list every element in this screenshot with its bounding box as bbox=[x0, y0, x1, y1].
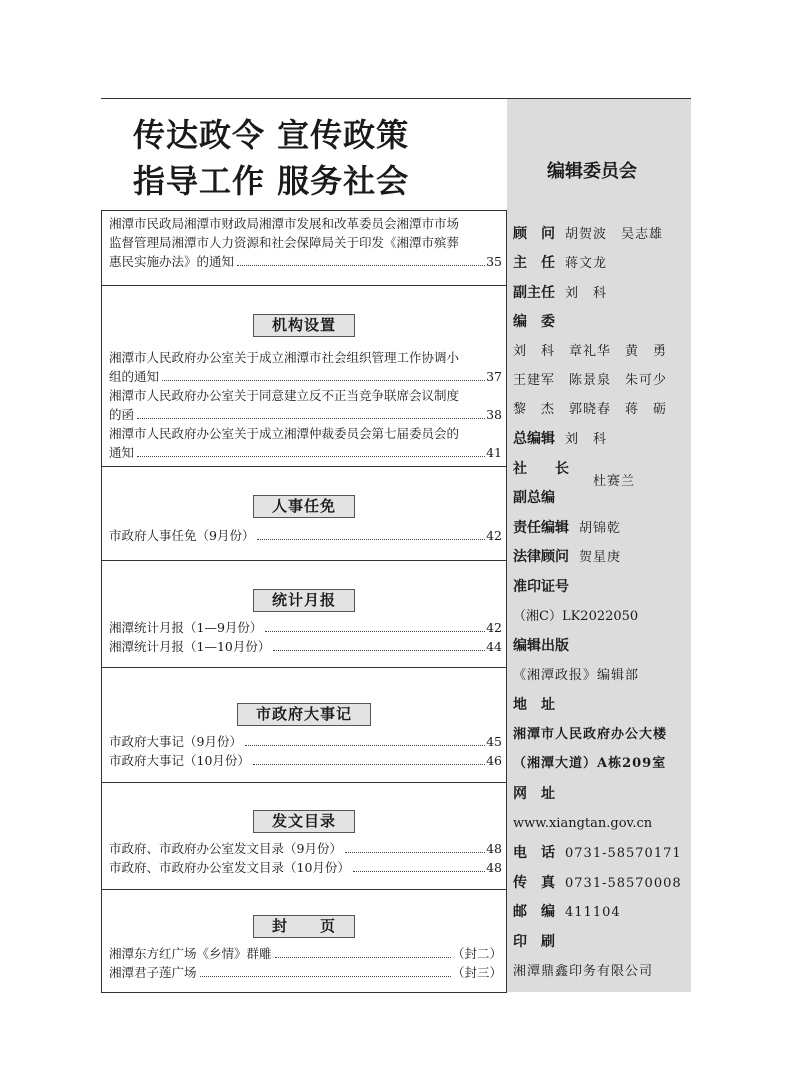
section-title: 人事任免 bbox=[253, 495, 355, 518]
toc-entry-text: 市政府大事记（10月份） bbox=[109, 753, 250, 768]
toc-entry-text: 湘潭统计月报（1—9月份） bbox=[109, 620, 263, 635]
masthead-row-legal-advisor bbox=[513, 548, 621, 567]
masthead-label: 传 真 bbox=[513, 875, 555, 891]
toc-entry-text: 市政府、市政府办公室发文目录（9月份） bbox=[109, 841, 342, 856]
leader-dots bbox=[245, 745, 485, 746]
masthead-label: 印 刷 bbox=[513, 934, 555, 950]
masthead-label: 责任编辑 bbox=[513, 520, 569, 536]
masthead-value: 0731-58570171 bbox=[565, 846, 682, 861]
toc-entry-line: 湘潭市人民政府办公室关于成立湘潭市社会组织管理工作协调小 bbox=[109, 350, 460, 365]
toc-entry[interactable] bbox=[102, 637, 506, 656]
page-number: （封二） bbox=[451, 946, 502, 961]
masthead-label: 主 任 bbox=[513, 255, 555, 271]
toc-entry-text: 湘潭君子莲广场 bbox=[109, 965, 197, 980]
slogan-area bbox=[101, 99, 507, 210]
section-title: 发文目录 bbox=[253, 810, 355, 833]
masthead-value: 胡贺波 吴志雄 bbox=[565, 227, 664, 242]
masthead-label: 网 址 bbox=[513, 786, 555, 802]
toc-box-fawen bbox=[101, 782, 507, 889]
masthead-value: 贺星庚 bbox=[579, 550, 622, 565]
toc-entry-line: 湘潭市民政局湘潭市财政局湘潭市发展和改革委员会湘潭市市场 bbox=[109, 216, 460, 231]
toc-box-renshi bbox=[101, 466, 507, 560]
masthead-value: 胡锦乾 bbox=[579, 521, 622, 536]
page-number: 45 bbox=[486, 734, 502, 749]
section-title: 市政府大事记 bbox=[237, 703, 371, 726]
table-of-contents bbox=[101, 210, 507, 993]
masthead-label: 副总编 bbox=[513, 490, 555, 506]
page-number: （封三） bbox=[451, 965, 502, 980]
masthead-row-postcode bbox=[513, 903, 621, 922]
toc-box-tongji bbox=[101, 560, 507, 667]
editorial-board-title: 编辑委员会 bbox=[547, 161, 637, 182]
masthead-row-permit bbox=[513, 578, 569, 597]
masthead-row-responsible-editor bbox=[513, 519, 621, 538]
leader-dots bbox=[345, 852, 485, 853]
committee-members-row: 王建军 陈景泉 朱可少 bbox=[513, 373, 668, 388]
masthead-row-president bbox=[513, 460, 569, 479]
masthead-label: 总编辑 bbox=[513, 431, 555, 447]
masthead-value: 刘 科 bbox=[565, 286, 608, 301]
masthead-value: 刘 科 bbox=[565, 432, 608, 447]
toc-entry-text: 湘潭东方红广场《乡情》群雕 bbox=[109, 946, 272, 961]
page-number: 38 bbox=[486, 407, 502, 422]
masthead-label: 编 委 bbox=[513, 314, 555, 330]
page-number: 35 bbox=[486, 254, 502, 269]
editorial-board-panel bbox=[507, 99, 691, 992]
leader-dots bbox=[253, 764, 485, 765]
page-number: 48 bbox=[486, 841, 502, 856]
page-number: 44 bbox=[486, 639, 502, 654]
toc-entry[interactable] bbox=[102, 944, 506, 963]
page-number: 42 bbox=[486, 620, 502, 635]
masthead-row-fax bbox=[513, 874, 682, 893]
toc-entry-text: 市政府、市政府办公室发文目录（10月份） bbox=[109, 860, 350, 875]
toc-entry-line: 惠民实施办法》的通知 bbox=[109, 254, 235, 269]
toc-entry[interactable] bbox=[102, 424, 506, 462]
toc-entry[interactable] bbox=[102, 214, 506, 271]
leader-dots bbox=[137, 456, 485, 457]
page-number: 41 bbox=[486, 445, 502, 460]
masthead-label: 编辑出版 bbox=[513, 638, 569, 654]
masthead-value: 《湘潭政报》编辑部 bbox=[513, 668, 640, 683]
leader-dots bbox=[162, 380, 485, 381]
masthead-value: 411104 bbox=[565, 905, 621, 920]
leader-dots bbox=[137, 418, 485, 419]
toc-box-funeral bbox=[101, 210, 507, 285]
committee-members-row: 刘 科 章礼华 黄 勇 bbox=[513, 344, 668, 359]
toc-entry-text: 湘潭统计月报（1—10月份） bbox=[109, 639, 271, 654]
slogan-line-1: 传达政令 宣传政策 bbox=[133, 116, 410, 154]
masthead-row-address bbox=[513, 696, 555, 715]
toc-entry[interactable] bbox=[102, 963, 506, 982]
leader-dots bbox=[237, 265, 485, 266]
masthead-value: （湘潭大道）A栋209室 bbox=[513, 756, 667, 771]
masthead-row-printer bbox=[513, 933, 555, 952]
masthead-label: 副主任 bbox=[513, 285, 555, 301]
page-number: 37 bbox=[486, 369, 502, 384]
masthead-value: 蒋文龙 bbox=[565, 256, 608, 271]
masthead-label: 法律顾问 bbox=[513, 549, 569, 565]
toc-entry-text: 市政府人事任免（9月份） bbox=[109, 528, 255, 543]
masthead-value: 0731-58570008 bbox=[565, 876, 682, 891]
masthead-value: 湘潭鼎鑫印务有限公司 bbox=[513, 964, 654, 979]
toc-entry[interactable] bbox=[102, 526, 506, 545]
masthead-label: 邮 编 bbox=[513, 904, 555, 920]
toc-entry[interactable] bbox=[102, 618, 506, 637]
leader-dots bbox=[200, 976, 451, 977]
masthead-label: 准印证号 bbox=[513, 579, 569, 595]
toc-entry[interactable] bbox=[102, 348, 506, 386]
masthead-label: 顾 问 bbox=[513, 226, 555, 242]
toc-entry[interactable] bbox=[102, 386, 506, 424]
leader-dots bbox=[275, 957, 451, 958]
page-number: 42 bbox=[486, 528, 502, 543]
slogan-line-2: 指导工作 服务社会 bbox=[133, 162, 410, 200]
toc-entry-line: 监督管理局湘潭市人力资源和社会保障局关于印发《湘潭市殡葬 bbox=[109, 235, 460, 250]
section-title: 封 页 bbox=[253, 915, 355, 938]
masthead-label: 社 长 bbox=[513, 461, 569, 477]
toc-box-fengye bbox=[101, 889, 507, 993]
masthead-value: 湘潭市人民政府办公大楼 bbox=[513, 727, 668, 742]
masthead-row-phone bbox=[513, 844, 682, 863]
toc-box-jigou bbox=[101, 285, 507, 466]
masthead-row-advisor bbox=[513, 225, 663, 244]
masthead-row-deputy-director bbox=[513, 284, 607, 303]
page-number: 48 bbox=[486, 860, 502, 875]
leader-dots bbox=[257, 539, 485, 540]
toc-entry-line: 通知 bbox=[109, 445, 135, 460]
page-number: 46 bbox=[486, 753, 502, 768]
toc-entry-line: 的函 bbox=[109, 407, 135, 422]
toc-entry[interactable] bbox=[102, 751, 506, 770]
masthead-value: （湘C）LK2022050 bbox=[513, 609, 639, 624]
section-title: 统计月报 bbox=[253, 589, 355, 612]
masthead-value: 杜赛兰 bbox=[593, 474, 636, 489]
toc-entry-line: 湘潭市人民政府办公室关于同意建立反不正当竞争联席会议制度 bbox=[109, 388, 460, 403]
masthead-row-committee bbox=[513, 313, 555, 332]
masthead-row-deputy-editor bbox=[513, 489, 555, 508]
masthead-row-publisher bbox=[513, 637, 569, 656]
masthead-row-director bbox=[513, 254, 607, 273]
toc-entry-line: 组的通知 bbox=[109, 369, 160, 384]
toc-entry[interactable] bbox=[102, 732, 506, 751]
toc-entry[interactable] bbox=[102, 858, 506, 877]
toc-entry-line: 湘潭市人民政府办公室关于成立湘潭仲裁委员会第七届委员会的 bbox=[109, 426, 460, 441]
leader-dots bbox=[353, 871, 485, 872]
section-title: 机构设置 bbox=[253, 314, 355, 337]
masthead-row-editor-in-chief bbox=[513, 430, 607, 449]
masthead-row-website bbox=[513, 785, 555, 804]
toc-entry-text: 市政府大事记（9月份） bbox=[109, 734, 242, 749]
leader-dots bbox=[265, 631, 485, 632]
leader-dots bbox=[273, 650, 485, 651]
masthead-label: 地 址 bbox=[513, 697, 555, 713]
masthead-label: 电 话 bbox=[513, 845, 555, 861]
website-link[interactable]: www.xiangtan.gov.cn bbox=[513, 816, 653, 831]
toc-box-dashiji bbox=[101, 667, 507, 782]
toc-entry[interactable] bbox=[102, 839, 506, 858]
committee-members-row: 黎 杰 郭晓春 蒋 砺 bbox=[513, 402, 668, 417]
